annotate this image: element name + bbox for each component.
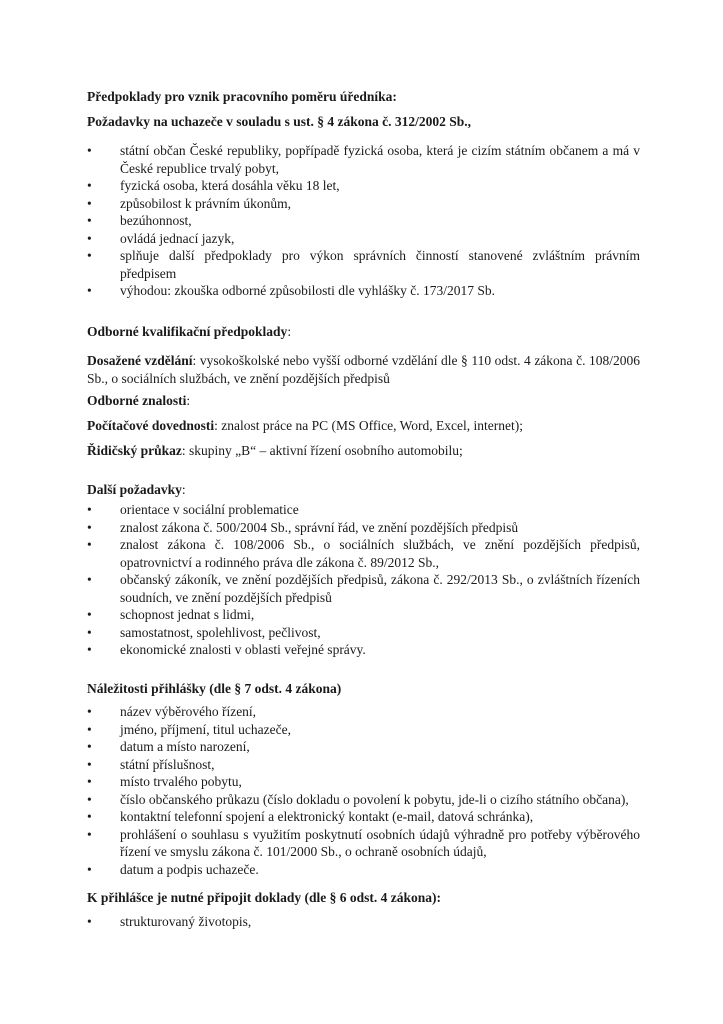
list-item [87,571,640,606]
list-item [87,791,640,809]
run-bold: Řidičský průkaz [87,443,182,458]
run-regular: : vysokoškolské nebo vyšší odborné vzdělání dle § 110 odst. 4 zákona č. 108/2006 Sb., o sociálních službách, ve znění pozdějších předpisů [87,353,640,386]
list-item [87,142,640,177]
bullet-icon: • [87,572,92,587]
list-item [87,826,640,861]
heading-text: Odborné kvalifikační předpoklady [87,323,288,339]
bullet-icon: • [87,519,92,535]
list-item [87,773,640,791]
bullet-icon: • [87,739,92,754]
list-item-text: bezúhonnost, [120,213,192,228]
bullet-icon: • [87,861,92,877]
bullet-icon: • [87,809,92,824]
bullet-icon: • [87,537,92,552]
list-item-text: výhodou: zkouška odborné způsobilosti dle vyhlášky č. 173/2017 Sb. [120,283,495,298]
list-item-text: ovládá jednací jazyk, [120,230,235,246]
list-item [87,624,640,642]
heading-colon: : [287,323,292,339]
list-item-text: státní příslušnost, [120,756,215,772]
list-item-text: prohlášení o souhlasu s využitím poskytnutí osobních údajů výhradně pro potřeby výběrového řízení ve smyslu zákona č. 101/2000 Sb., o ochraně osobních údajů, [120,826,640,859]
run-regular: : [186,393,191,408]
list-item-text: jméno, příjmení, titul uchazeče, [120,721,291,737]
section-gap [87,659,640,680]
paragraph-ridicsky-prukaz [87,442,640,460]
bullet-icon: • [87,721,92,737]
list-item-text: občanský zákoník, ve znění pozdějších předpisů, zákona č. 292/2013 Sb., o zvláštních řízeních soudních, ve znění pozdějších předpisů [120,572,640,605]
bullet-icon: • [87,248,92,263]
bullet-icon: • [87,826,92,842]
paragraph-odborne-znalosti [87,392,640,410]
list-item-text: kontaktní telefonní spojení a elektronický kontakt (e-mail, datová schránka), [120,809,534,824]
bullet-icon: • [87,143,92,158]
list-item-text: znalost zákona č. 500/2004 Sb., správní řád, ve znění pozdějších předpisů [120,519,519,535]
list-item [87,641,640,659]
bullet-icon: • [87,791,92,807]
paragraph-dosazene-vzdelani [87,352,640,387]
list-item-text: státní občan České republiky, popřípadě fyzická osoba, která je cizím státním občanem a má v České republice trvalý pobyt, [120,143,640,176]
bullet-icon: • [87,913,92,929]
bullet-icon: • [87,607,92,622]
list-item [87,230,640,248]
list-item-text: schopnost jednat s lidmi, [120,607,255,622]
bullet-icon: • [87,756,92,772]
list-item [87,721,640,739]
list-item-text: fyzická osoba, která dosáhla věku 18 let, [120,178,340,193]
bullet-icon: • [87,195,92,211]
list-item [87,703,640,721]
paragraph-pocitacove-dovednosti [87,417,640,435]
list-item-text: orientace v sociální problematice [120,502,299,517]
bullet-icon: • [87,213,92,228]
heading-nalezitosti-prihlasky: Náležitosti přihlášky (dle § 7 odst. 4 zákona) [87,680,342,696]
heading-colon: : [181,481,186,497]
list-item-text: číslo občanského průkazu (číslo dokladu o povolení k pobytu, jde-li o cizího státního občana), [120,791,629,807]
list-item-text: samostatnost, spolehlivost, pečlivost, [120,624,321,640]
heading-k-prihlasce-doklady: K přihlášce je nutné připojit doklady (dle § 6 odst. 4 zákona): [87,890,442,905]
list-item [87,536,640,571]
list-item [87,501,640,519]
list-item-text: způsobilost k právním úkonům, [120,195,291,211]
bullet-icon: • [87,774,92,789]
list-item-text: splňuje další předpoklady pro výkon správních činností stanovené zvláštním právním předpisem [120,248,640,281]
bullet-icon: • [87,502,92,517]
run-bold: Dosažené vzdělání [87,353,193,368]
list-item-text: ekonomické znalosti v oblasti veřejné správy. [120,642,366,657]
section-gap [87,878,640,889]
list-pozadavky [87,142,640,300]
list-item [87,808,640,826]
bullet-icon: • [87,642,92,657]
heading-text: Další požadavky [87,481,182,497]
list-nalezitosti [87,703,640,878]
list-item [87,519,640,537]
list-item [87,195,640,213]
heading-pozadavky: Požadavky na uchazeče v souladu s ust. § 4 zákona č. 312/2002 Sb., [87,113,472,129]
list-item [87,756,640,774]
list-item-text: místo trvalého pobytu, [120,774,242,789]
section-gap [87,300,640,323]
list-item [87,913,640,931]
heading-dalsi-pozadavky [87,481,640,499]
bullet-icon: • [87,283,92,298]
bullet-icon: • [87,704,92,719]
list-dalsi-pozadavky [87,501,640,659]
bullet-icon: • [87,178,92,193]
list-doklady [87,913,640,931]
run-regular: : znalost práce na PC (MS Office, Word, Excel, internet); [214,417,523,433]
list-item [87,861,640,879]
list-item-text: název výběrového řízení, [120,704,257,719]
list-item [87,606,640,624]
run-bold: Odborné znalosti [87,393,187,408]
list-item [87,177,640,195]
list-item-text: znalost zákona č. 108/2006 Sb., o sociálních službách, ve znění pozdějších předpisů, opatrovnictví a rodinného práva dle zákona č. 89/2012 Sb., [120,537,640,570]
list-item-text: datum a podpis uchazeče. [120,861,259,877]
list-item [87,738,640,756]
run-bold: Počítačové dovednosti [87,417,215,433]
heading-odborne-kvalifikacni [87,323,640,341]
bullet-icon: • [87,624,92,640]
run-regular: : skupiny „B“ – aktivní řízení osobního automobilu; [181,443,463,458]
list-item [87,247,640,282]
section-gap [87,460,640,481]
bullet-icon: • [87,230,92,246]
list-item-text: datum a místo narození, [120,739,250,754]
list-item-text: strukturovaný životopis, [120,913,252,929]
list-item [87,282,640,300]
list-item [87,212,640,230]
heading-predpoklady: Předpoklady pro vznik pracovního poměru úředníka: [87,89,397,104]
